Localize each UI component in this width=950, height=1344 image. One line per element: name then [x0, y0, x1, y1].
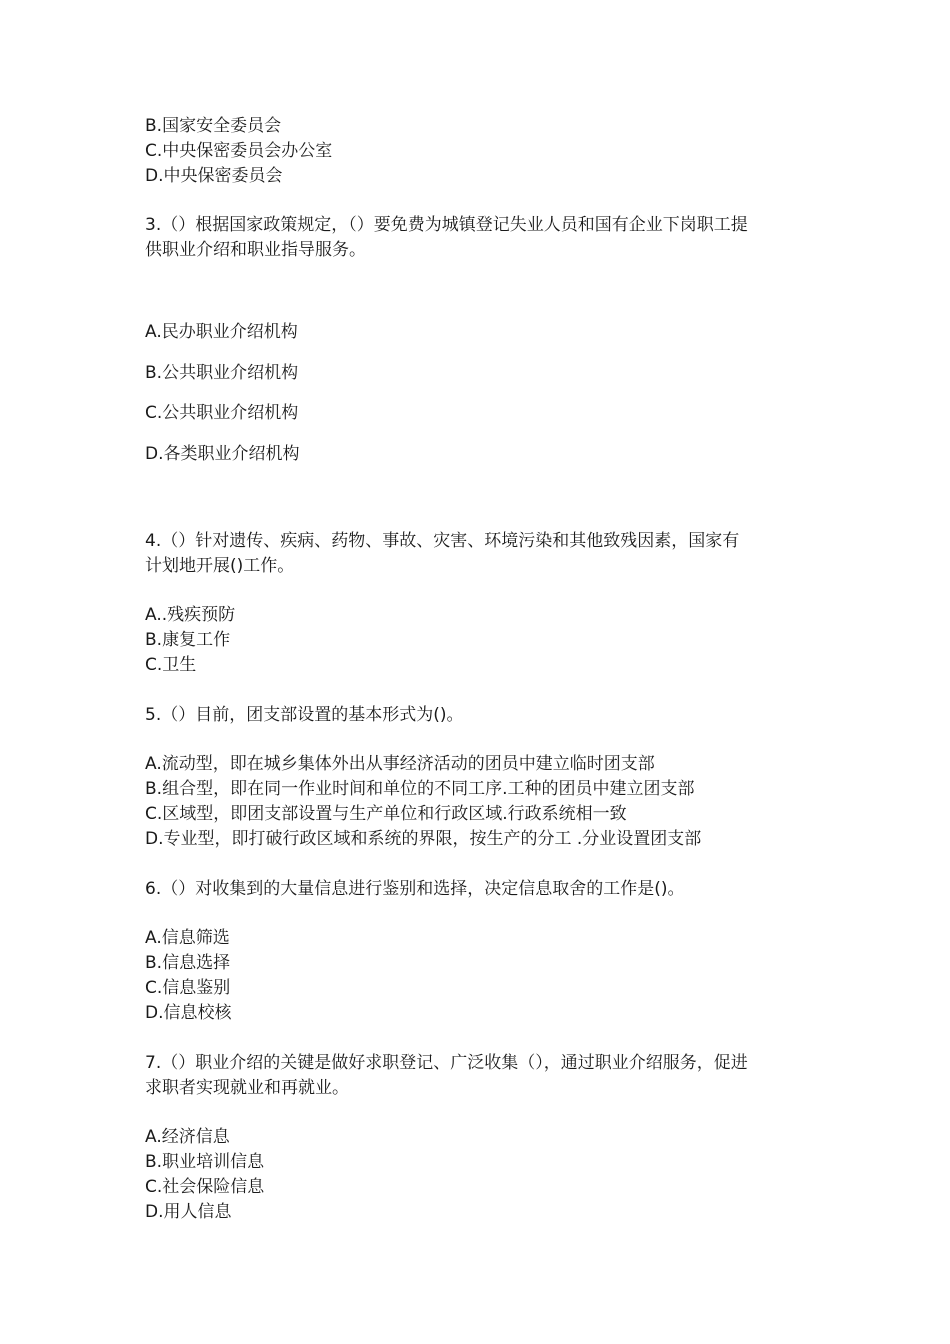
question-7-stem: 7.（）职业介绍的关键是做好求职登记、广泛收集（），通过职业介绍服务，促进: [145, 1053, 748, 1073]
question-3-stem: 3.（）根据国家政策规定，（）要免费为城镇登记失业人员和国有企业下岗职工提: [145, 215, 748, 235]
question-6-stem: 6.（）对收集到的大量信息进行鉴别和选择，决定信息取舍的工作是()。: [145, 879, 685, 899]
question-4-stem-cont: 计划地开展()工作。: [145, 556, 295, 576]
question-7-stem-cont: 求职者实现就业和再就业。: [145, 1078, 349, 1098]
question-3-stem-cont: 供职业介绍和职业指导服务。: [145, 240, 366, 260]
question-6-option-a: A.信息筛选: [145, 928, 230, 948]
question-3-option-c: C.公共职业介绍机构: [145, 403, 299, 423]
question-5-stem: 5.（）目前，团支部设置的基本形式为()。: [145, 705, 464, 725]
question-7-option-b: B.职业培训信息: [145, 1152, 265, 1172]
question-6-option-d: D.信息校核: [145, 1003, 232, 1023]
question-6-option-b: B.信息选择: [145, 953, 231, 973]
option-line: B.国家安全委员会: [145, 116, 282, 136]
question-4-option-c: C.卫生: [145, 655, 197, 675]
question-6-option-c: C.信息鉴别: [145, 978, 231, 998]
question-3-option-b: B.公共职业介绍机构: [145, 363, 299, 383]
question-4-option-a: A..残疾预防: [145, 605, 236, 625]
question-4-stem: 4.（）针对遗传、疾病、药物、事故、灾害、环境污染和其他致残因素，国家有: [145, 531, 740, 551]
question-7-option-a: A.经济信息: [145, 1127, 230, 1147]
question-3-option-d: D.各类职业介绍机构: [145, 444, 300, 464]
question-4-option-b: B.康复工作: [145, 630, 231, 650]
question-5-option-a: A.流动型，即在城乡集体外出从事经济活动的团员中建立临时团支部: [145, 754, 655, 774]
question-5-option-b: B.组合型，即在同一作业时间和单位的不同工序.工种的团员中建立团支部: [145, 779, 695, 799]
question-3-option-a: A.民办职业介绍机构: [145, 322, 298, 342]
option-line: D.中央保密委员会: [145, 166, 283, 186]
question-7-option-d: D.用人信息: [145, 1202, 232, 1222]
question-5-option-c: C.区域型，即团支部设置与生产单位和行政区域.行政系统相一致: [145, 804, 627, 824]
question-5-option-d: D.专业型，即打破行政区域和系统的界限，按生产的分工 .分业设置团支部: [145, 829, 702, 849]
question-7-option-c: C.社会保险信息: [145, 1177, 265, 1197]
option-line: C.中央保密委员会办公室: [145, 141, 333, 161]
